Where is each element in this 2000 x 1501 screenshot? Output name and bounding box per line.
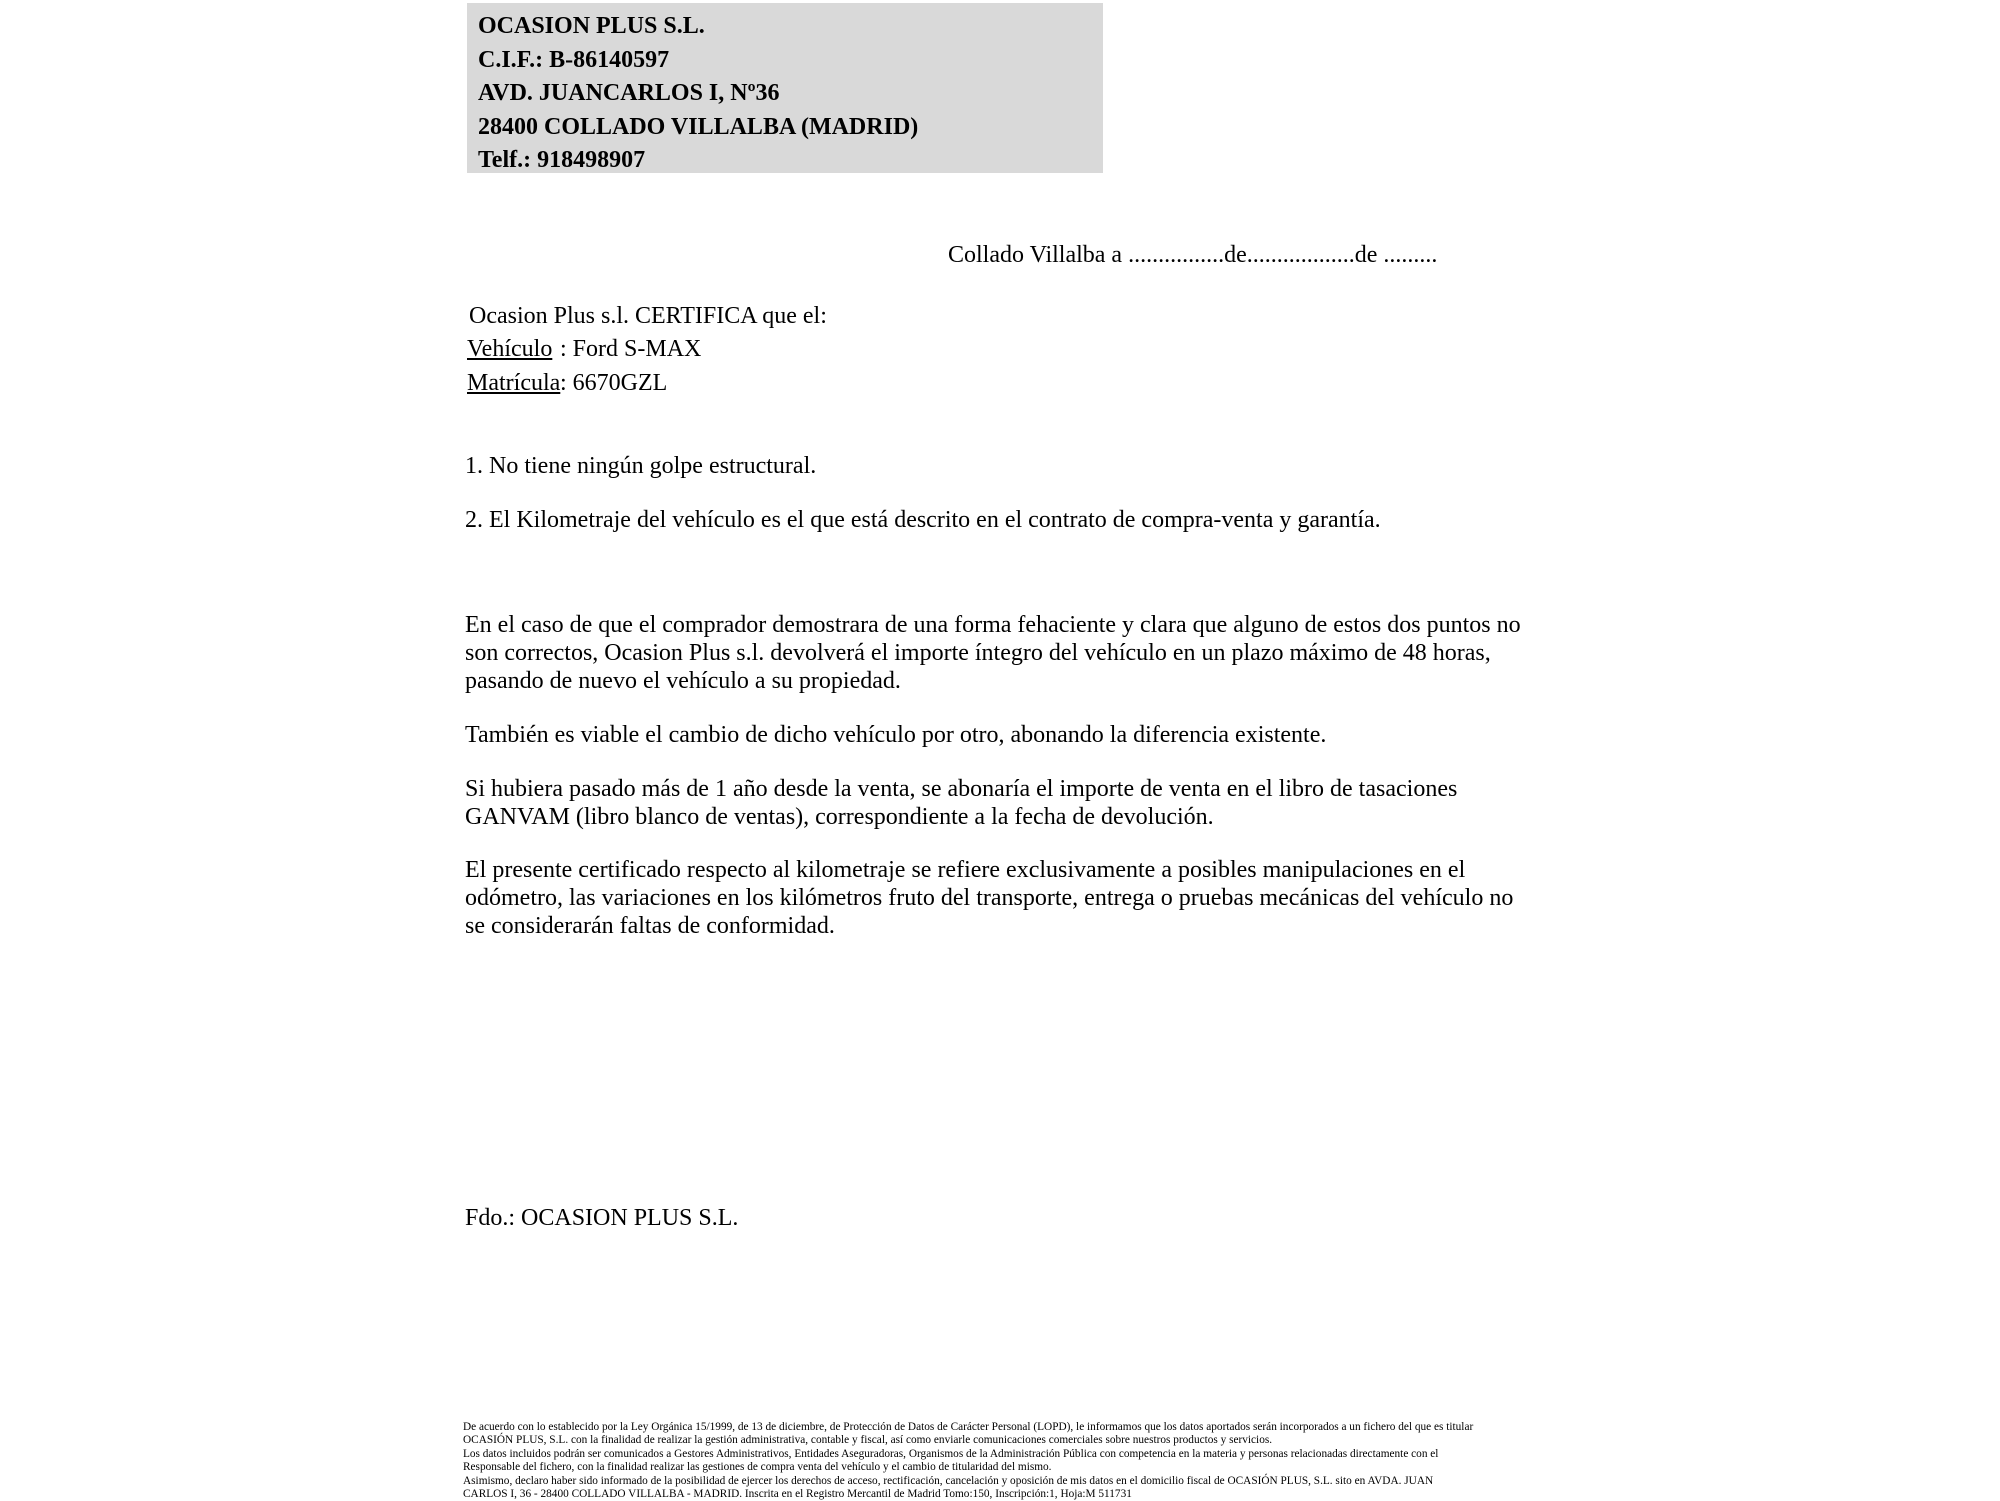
date-line: Collado Villalba a ................de..................de ......... [948, 242, 1438, 268]
plate-value: 6670GZL [572, 370, 668, 396]
vehicle-label: Vehículo [467, 336, 553, 362]
legal-footer-line: Asimismo, declaro haber sido informado de la posibilidad de ejercer los derechos de acceso, rectificación, cancelación y oposición de mis datos en el domicilio fiscal de OCASIÓN PLUS, S.L. sito en AVDA. JUAN [463, 1474, 1434, 1487]
paragraph-exchange: También es viable el cambio de dicho vehículo por otro, abonando la diferencia existente. [465, 722, 1327, 748]
plate-colon: : [560, 370, 567, 396]
paragraph-ganvam: Si hubiera pasado más de 1 año desde la venta, se abonaría el importe de venta en el libro de tasaciones GANVAM (libro blanco de ventas), correspondiente a la fecha de devolución. [465, 776, 1458, 830]
clause-1: 1. No tiene ningún golpe estructural. [465, 453, 817, 479]
vehicle-colon: : [560, 336, 567, 362]
company-phone: Telf.: 918498907 [478, 147, 646, 173]
paragraph-odometer: El presente certificado respecto al kilometraje se refiere exclusivamente a posibles manipulaciones en el odómetro, las variaciones en los kilómetros fruto del transporte, entrega o pruebas mecánicas del vehículo no se considerarán faltas de conformidad. [465, 857, 1514, 939]
company-name: OCASION PLUS S.L. [478, 13, 705, 39]
legal-footer [463, 1421, 1573, 1501]
plate-label-wrap [467, 370, 560, 397]
company-address: AVD. JUANCARLOS I, Nº36 [478, 80, 780, 106]
certifies-line: Ocasion Plus s.l. CERTIFICA que el: [469, 303, 827, 329]
plate-label: Matrícula [467, 370, 561, 396]
company-cif: C.I.F.: B-86140597 [478, 46, 670, 73]
vehicle-value: Ford S-MAX [572, 336, 702, 362]
vehicle-label-wrap [467, 336, 560, 363]
clause-2: 2. El Kilometraje del vehículo es el que está descrito en el contrato de compra-venta y garantía. [465, 507, 1381, 533]
legal-footer-line: CARLOS I, 36 - 28400 COLLADO VILLALBA - MADRID. Inscrita en el Registro Mercantil de Madrid Tomo:150, Inscripción:1, Hoja:M 511731 [463, 1488, 1132, 1501]
signature-line: Fdo.: OCASION PLUS S.L. [465, 1205, 739, 1231]
legal-footer-line: Responsable del fichero, con la finalidad realizar las gestiones de compra venta del vehículo y el cambio de titularidad del mismo. [463, 1461, 1052, 1474]
legal-footer-line: OCASIÓN PLUS, S.L. con la finalidad de realizar la gestión administrativa, contable y fiscal, así como enviarle comunicaciones comerciales sobre nuestros productos y servicios. [463, 1434, 1273, 1447]
paragraph-refund: En el caso de que el comprador demostrara de una forma fehaciente y clara que alguno de estos dos puntos no son correctos, Ocasion Plus s.l. devolverá el importe íntegro del vehículo en un plazo máximo de 48 horas, pasando de nuevo el vehículo a su propiedad. [465, 612, 1521, 694]
company-header-box [467, 3, 1103, 173]
legal-footer-line: De acuerdo con lo establecido por la Ley Orgánica 15/1999, de 13 de diciembre, de Protección de Datos de Carácter Personal (LOPD), le informamos que los datos aportados serán incorporados a un fichero del que es titular [463, 1421, 1474, 1433]
vehicle-row [467, 336, 701, 363]
plate-row [467, 370, 667, 397]
legal-footer-line: Los datos incluidos podrán ser comunicados a Gestores Administrativos, Entidades Aseguradoras, Organismos de la Administración Pública con competencia en la materia y personas relacionadas directamente con el [463, 1447, 1439, 1460]
company-city: 28400 COLLADO VILLALBA (MADRID) [478, 113, 919, 140]
